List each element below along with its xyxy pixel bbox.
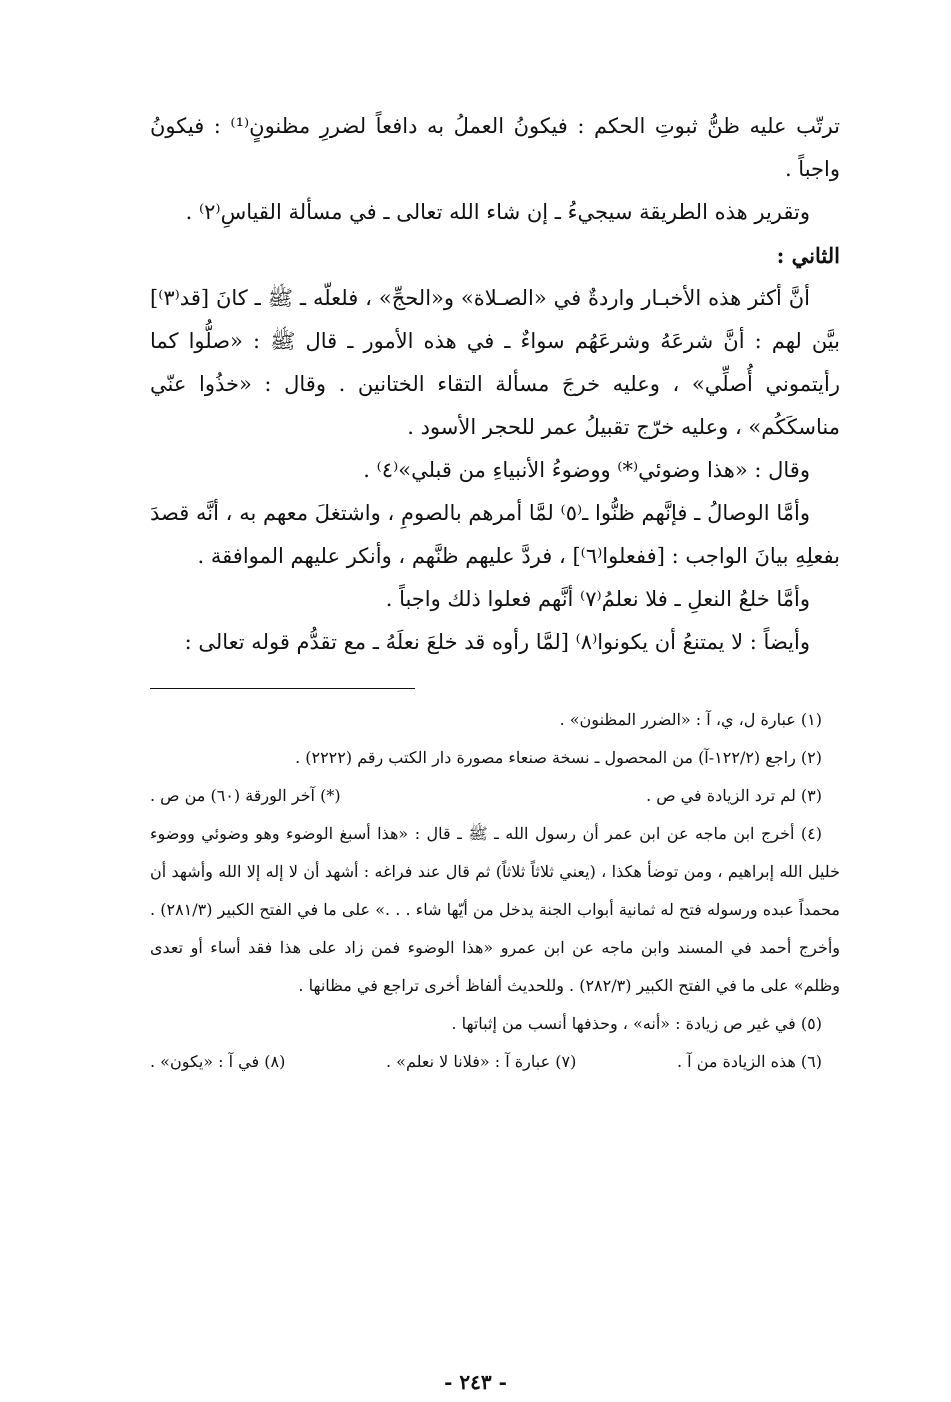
page-content	[150, 105, 840, 1081]
paragraph-4: وقال : «هذا وضوئي⁽*⁾ ووضوءُ الأنبياءِ من قبلي»⁽٤⁾ .	[363, 458, 810, 482]
paragraph-7: وأيضاً : لا يمتنعُ أن يكونوا⁽٨⁾ [لمَّا رأوه قد خلعَ نعلَهُ ـ مع تقدُّم قوله تعالى :	[184, 630, 810, 654]
footnote-4: (٤) أخرج ابن ماجه عن ابن عمر أن رسول الله ـ ﷺ ـ قال : «هذا أسبغ الوضوء وهو وضوئي ووضوء خليل الله إبراهيم ، ومن توضأ هكذا ، (يعني ثلاثاً ثلاثاً) ثم قال عند فراغه : أشهد أن لا إله إلا الله وأشهد أن محمداً عبده ورسوله فتح له ثمانية أبواب الجنة يدخل من أيّها شاء . . .» على ما في الفتح الكبير (٢٨١/٣) . وأخرج أحمد في المسند وابن ماجه عن ابن عمرو «هذا الوضوء فمن زاد على هذا فقد أساء أو تعدى وظلم» على ما في الفتح الكبير (٢٨٢/٣) . وللحديث ألفاظ أخرى تراجع في مظانها .	[150, 824, 841, 995]
footnotes	[150, 701, 840, 1081]
paragraph-5: وأمَّا الوصالُ ـ فإنَّهم ظنُّوا ـ⁽٥⁾ لمَّا أمرهم بالصومِ ، واشتغلَ معهم به ، أنَّه قصدَ بفعلِهِ بيانَ الواجب : [ففعلوا⁽٦⁾] ، فردَّ عليهم ظنَّهم ، وأنكر عليهم الموافقة .	[150, 501, 840, 568]
footnote-8: (٨) في آ : «يكون» .	[150, 1052, 286, 1071]
footnote-star: (*) آخر الورقة (٦٠) من ص .	[150, 786, 341, 805]
page-number: - ٢٤٣ -	[444, 1370, 507, 1394]
section-heading: الثاني :	[776, 243, 840, 268]
footnote-row-6-8	[150, 1043, 840, 1081]
paragraph-6: وأمَّا خلعُ النعلِ ـ فلا نعلمُ⁽٧⁾ أنَّهم فعلوا ذلك واجباً .	[385, 587, 810, 611]
footnote-divider	[150, 688, 415, 689]
footnote-row-3	[150, 777, 840, 815]
footnote-6: (٦) هذه الزيادة من آ .	[677, 1052, 822, 1071]
footnote-3: (٣) لم ترد الزيادة في ص .	[646, 786, 822, 805]
paragraph-3: أنَّ أكثر هذه الأخبـار واردةٌ في «الصـلاة» و«الحجِّ» ، فلعلّه ـ ﷺ ـ كانَ [قد⁽٣⁾] بيَّن لهم : أنَّ شرعَهُ وشرعَهُم سواءٌ ـ في هذه الأمور ـ قال ﷺ : «صلُّوا كما رأيتموني أُصلِّي» ، وعليه خرجَ مسألة التقاء الختانين . وقال : «خذُوا عنّي مناسكَكُم» ، وعليه خرّج تقبيلُ عمر للحجر الأسود .	[150, 286, 840, 439]
main-text	[150, 105, 840, 664]
footnote-5: (٥) في غير ص زيادة : «أنه» ، وحذفها أنسب من إثباتها .	[451, 1014, 822, 1033]
footnote-7: (٧) عبارة آ : «فلانا لا نعلم» .	[386, 1052, 577, 1071]
footnote-2: (٢) راجع (١٢٢/٢-آ) من المحصول ـ نسخة صنعاء مصورة دار الكتب رقم (٢٢٢٢) .	[295, 748, 822, 767]
footnote-1: (١) عبارة ل، ي، آ : «الضرر المظنون» .	[559, 710, 822, 729]
paragraph-2: وتقرير هذه الطريقة سيجيءُ ـ إن شاء الله تعالى ـ في مسألة القياسِ⁽٢⁾ .	[185, 200, 810, 224]
paragraph-1: ترتّب عليه ظنُّ ثبوتِ الحكم : فيكونُ العملُ به دافعاً لضررِ مظنونٍ⁽¹⁾ : فيكونُ واجباً .	[150, 114, 840, 181]
